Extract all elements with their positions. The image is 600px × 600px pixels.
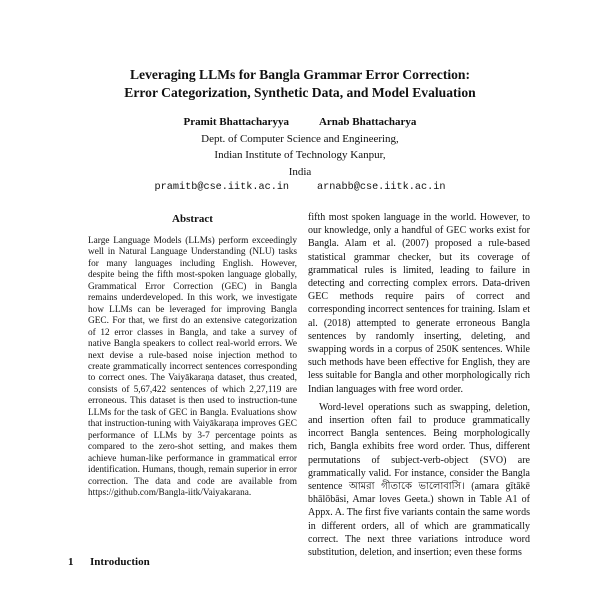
- intro-paragraph-1: fifth most spoken language in the world. However, to our knowledge, only a handful of GEC works exist for Bangla. Alam et al. (2007) proposed a rule-based statistical grammar checker, but its coverage of grammatical rules is limited, leading to failure in detecting and correcting complex errors. Data-driven GEC methods require pairs of correct and corresponding incorrect sentences for training. Islam et al. (2018) attempted to generate erroneous Bangla sentences by randomly inserting, deleting, and swapping words in a corpus of 250K sentences. While such methods have been effective for English, they are less suitable for Bangla and other morphologically rich Indian languages with free word order.: [308, 212, 530, 395]
- author-2-email: arnabb@cse.iitk.ac.in: [317, 182, 446, 193]
- abstract-text: Large Language Models (LLMs) perform exceedingly well in Natural Language Understanding (NLU) tasks for many languages including English. However, despite being the fifth most-spoken language globally, Grammatical Error Correction (GEC) in Bangla remains underdeveloped. In this work, we investigate how LLMs can be leveraged for improving Bangla GEC. For that, we first do an extensive categorization of 12 error classes in Bangla, and take a survey of native Bangla speakers to collect real-world errors. We next devise a rule-based noise injection method to create grammatically incorrect sentences corresponding to correct ones. The Vaiyākaraṇa dataset, thus created, consists of 5,67,422 sentences of which 2,27,119 are erroneous. This dataset is then used to instruction-tune LLMs for the task of GEC in Bangla. Evaluations show that instruction-tuning with Vaiyākaraṇa improves GEC performance of LLMs by 3-7 percentage points as compared to the zero-shot setting, and makes them achieve human-like performance in grammatical error identification. Humans, though, remain superior in error correction. The data and code are available from https://github.com/Bangla-iitk/Vaiyakarana.: [88, 236, 297, 498]
- section-title: Introduction: [90, 556, 150, 568]
- title-line-2: Error Categorization, Synthetic Data, and Model Evaluation: [124, 85, 476, 100]
- left-column: [88, 212, 297, 499]
- author-1-name: Pramit Bhattacharyya: [183, 116, 289, 128]
- affiliation-line-2: Indian Institute of Technology Kanpur,: [214, 149, 386, 161]
- author-2-name: Arnab Bhattacharya: [318, 116, 417, 128]
- author-names: [60, 114, 540, 131]
- section-heading-introduction: [68, 555, 150, 569]
- affiliation-line-3: India: [288, 165, 312, 178]
- section-number: 1: [68, 556, 74, 568]
- right-column: [308, 211, 530, 559]
- title-line-1: Leveraging LLMs for Bangla Grammar Error Correction:: [129, 67, 471, 82]
- paper-title: [60, 66, 540, 102]
- author-1-email: pramitb@cse.iitk.ac.in: [154, 182, 290, 193]
- intro-paragraph-2: Word-level operations such as swapping, deletion, and insertion often fail to produce grammatically incorrect Bangla sentences. Being morphologically rich, Bangla exhibits free word order. Thus, different permutations of subject-verb-object (SVO) are grammatically valid. For instance, consider the Bangla sentence আমরা গীতাকে ভালোবাসি। (amara gītākē bhālōbāsi, Amar loves Geeta.) shown in Table A1 of Appx. A. The first five variants contain the same words in different orders, all of which are grammatically correct. The next three variations introduce word substitution, deletion, and insertion; even these forms: [308, 401, 530, 559]
- abstract-heading: Abstract: [172, 213, 213, 225]
- author-emails: [60, 180, 540, 197]
- affiliation-line-1: Dept. of Computer Science and Engineering,: [201, 132, 399, 145]
- author-block: [60, 114, 540, 197]
